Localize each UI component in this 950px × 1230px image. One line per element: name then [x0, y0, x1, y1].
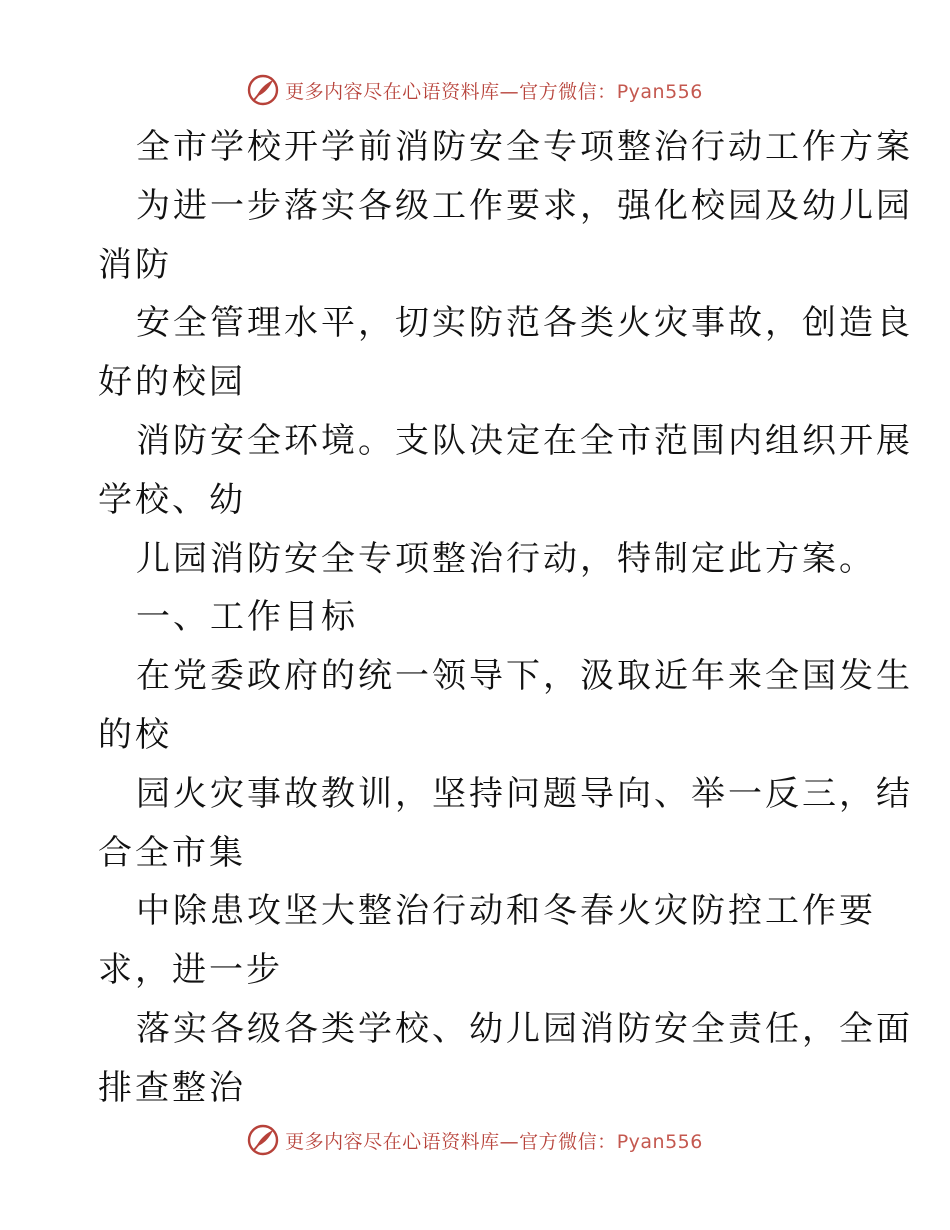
- feather-pen-logo-icon: [247, 1124, 279, 1156]
- document-line: 学校、幼: [98, 479, 246, 520]
- document-line: 全市学校开学前消防安全专项整治行动工作方案: [136, 127, 913, 167]
- document-line: 合全市集: [98, 832, 246, 873]
- document-line: 好的校园: [98, 362, 246, 403]
- document-line: 安全管理水平，切实防范各类火灾事故，创造良: [136, 303, 913, 344]
- document-line: 的校: [98, 714, 172, 755]
- watermark-text: [285, 77, 703, 104]
- document-line: 一、工作目标: [136, 597, 358, 638]
- footer-watermark: [0, 1120, 950, 1160]
- document-body: [98, 118, 913, 1118]
- document-line: 中除患攻坚大整治行动和冬春火灾防控工作要: [136, 891, 876, 932]
- document-line: 排查整治: [98, 1067, 246, 1108]
- document-line: 儿园消防安全专项整治行动，特制定此方案。: [136, 538, 876, 579]
- watermark-wechat-id: Pyan556: [616, 1130, 703, 1153]
- document-line: 求，进一步: [98, 950, 283, 991]
- document-line: 消防: [98, 244, 172, 285]
- watermark-site-name: 更多内容尽在心语资料库: [285, 1130, 500, 1153]
- watermark-wechat-id: Pyan556: [616, 80, 703, 103]
- document-line: 园火灾事故教训，坚持问题导向、举一反三，结: [136, 773, 913, 814]
- header-watermark: [0, 70, 950, 110]
- watermark-wechat-label: 官方微信：: [519, 80, 617, 103]
- feather-pen-logo-icon: [247, 74, 279, 106]
- document-line: 消防安全环境。支队决定在全市范围内组织开展: [136, 420, 913, 461]
- document-line: 落实各级各类学校、幼儿园消防安全责任，全面: [136, 1008, 913, 1049]
- document-line: 为进一步落实各级工作要求，强化校园及幼儿园: [136, 185, 913, 226]
- watermark-wechat-label: 官方微信：: [519, 1130, 617, 1153]
- watermark-text: [285, 1127, 703, 1154]
- watermark-separator: —: [499, 80, 520, 103]
- document-line: 在党委政府的统一领导下，汲取近年来全国发生: [136, 656, 913, 697]
- watermark-separator: —: [499, 1130, 520, 1153]
- watermark-site-name: 更多内容尽在心语资料库: [285, 80, 500, 103]
